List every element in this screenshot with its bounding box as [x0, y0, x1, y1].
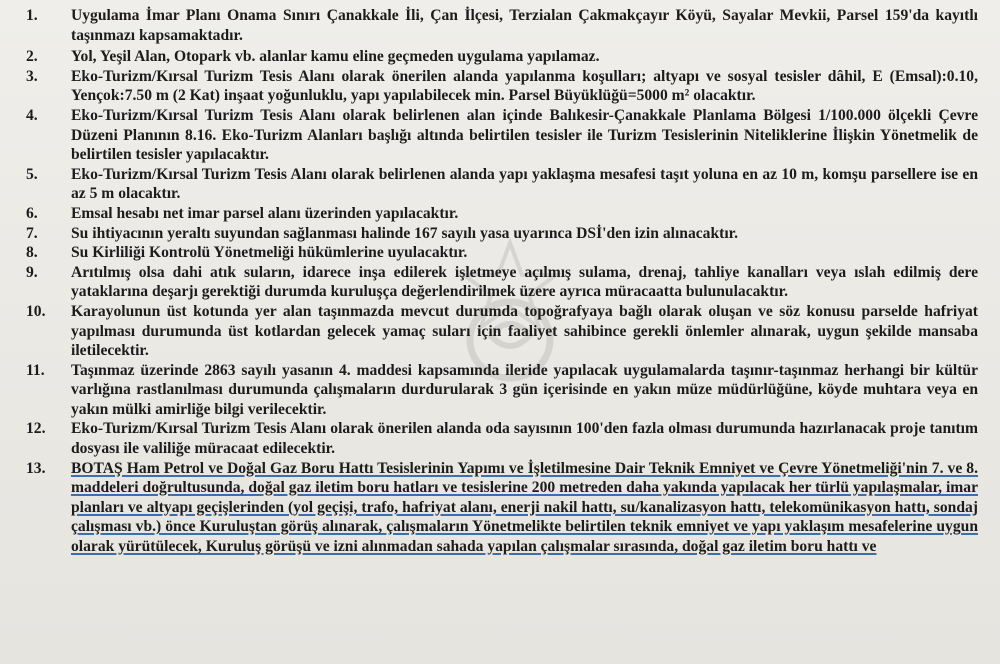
item-text: Taşınmaz üzerinde 2863 sayılı yasanın 4. maddesi kapsamında ileride yapılacak uygulamalarda taşınır-taşınmaz herhangi bir kültür varlığına rastlanılması durumunda çalışmaların durdurularak 3 gün içerisinde en yakın müze müdürlüğüne, köyde muhtara veya en yakın mülki amirliğe bilgi verilecektir. [71, 361, 978, 418]
item-number: 13. [26, 459, 46, 477]
item-number: 11. [26, 361, 45, 379]
item-text: Arıtılmış olsa dahi atık suların, idarece inşa edilerek işletmeye açılmış sulama, drenaj, tahliye kanalları veya ıslah edilmiş dere yataklarına deşarjı gerektiği durumda kuruluşça değerlendirilmek üzere ayrıca müracaatta bulunulacaktır. [71, 263, 978, 301]
item-number: 8. [26, 244, 38, 262]
item-text: Su ihtiyacının yeraltı suyundan sağlanması halinde 167 sayılı yasa uyarınca DSİ'den izin alınacaktır. [71, 224, 739, 242]
item-number: 12. [26, 420, 46, 438]
item-text: Yol, Yeşil Alan, Otopark vb. alanlar kamu eline geçmeden uygulama yapılamaz. [71, 48, 600, 66]
item-text: BOTAŞ Ham Petrol ve Doğal Gaz Boru Hattı Tesislerinin Yapımı ve İşletilmesine Dair Teknik Emniyet ve Çevre Yönetmeliği'nin 7. ve 8. maddeleri doğrultusunda, doğal gaz iletim boru hatları ve tesislerine 200 metreden daha yakında yapılacak her türlü yapılaşmalar, imar planları ve altyapı geçişlerinden (yol geçişi, trafo, hafriyat alanı, enerji nakil hattı, su/kanalizasyon hattı, telekomünikasyon hattı, sondaj çalışması vb.) önce Kuruluştan görüş alınarak, çalışmaların Yönetmelikte belirtilen teknik emniyet ve yapı yaklaşım mesafelerine uygun olarak yürütülecek, Kuruluş görüşü ve izni alınmadan sahada yapılan çalışmalar sırasında, doğal gaz iletim boru hattı ve [71, 459, 978, 556]
item-number: 7. [26, 224, 38, 242]
list-item [0, 106, 1000, 165]
list-item [0, 47, 1000, 67]
item-number: 5. [26, 165, 38, 183]
item-text: Emsal hesabı net imar parsel alanı üzerinden yapılacaktır. [71, 204, 459, 222]
list-item [0, 67, 1000, 106]
list-item [0, 361, 1000, 420]
list-item [0, 459, 1000, 557]
list-item [0, 224, 1000, 244]
item-number: 1. [26, 7, 38, 24]
item-number: 4. [26, 106, 38, 124]
item-number: 6. [26, 204, 38, 222]
list-item [0, 204, 1000, 224]
item-number: 9. [26, 263, 38, 281]
list-item [0, 243, 1000, 263]
item-number: 3. [26, 67, 38, 85]
item-text: Uygulama İmar Planı Onama Sınırı Çanakkale İli, Çan İlçesi, Terzialan Çakmakçayır Köyü, Sayalar Mevkii, Parsel 159'da kayıtlı taşınmazı kapsamaktadır. [71, 7, 978, 44]
item-number: 10. [26, 302, 46, 320]
item-text: Eko-Turizm/Kırsal Turizm Tesis Alanı olarak belirlenen alanda yapı yaklaşma mesafesi taşıt yoluna en az 10 m, komşu parsellere ise en az 5 m olacaktır. [71, 165, 978, 203]
list-item [0, 302, 1000, 361]
condition-list [0, 6, 1000, 557]
item-text: Eko-Turizm/Kırsal Turizm Tesis Alanı olarak önerilen alanda yapılanma koşulları; altyapı ve sosyal tesisler dâhil, E (Emsal):0.10, Yençok:7.50 m (2 Kat) inşaat yoğunluklu, yapı yapılabilecek min. Parsel Büyüklüğü=5000 m² olacaktır. [71, 67, 978, 105]
item-text: Karayolunun üst kotunda yer alan taşınmazda mevcut durumda topoğrafyaya bağlı olarak oluşan ve söz konusu parselde hafriyat yapılması durumunda üst kotlardan gelecek yamaç suları için faaliyet sahibince gerekli önlemler alınarak, uygun şekilde mansaba iletilecektir. [71, 302, 978, 360]
item-number: 2. [26, 48, 38, 66]
list-item [0, 263, 1000, 302]
item-text: Eko-Turizm/Kırsal Turizm Tesis Alanı olarak önerilen alanda oda sayısının 100'den fazla olması durumunda hazırlanacak proje tanıtım dosyası ile valiliğe müracaat edilecektir. [71, 420, 978, 458]
list-item [0, 419, 1000, 458]
item-text: Eko-Turizm/Kırsal Turizm Tesis Alanı olarak belirlenen alan içinde Balıkesir-Çanakkale Planlama Bölgesi 1/100.000 ölçekli Çevre Düzeni Planının 8.16. Eko-Turizm Alanları başlığı altında belirtilen tesisler ile Turizm Tesislerinin Niteliklerine İlişkin Yönetmelik de belirtilen tesisler yapılacaktır. [71, 106, 978, 164]
item-text: Su Kirliliği Kontrolü Yönetmeliği hükümlerine uyulacaktır. [71, 244, 468, 262]
list-item [0, 6, 1000, 45]
list-item [0, 165, 1000, 204]
